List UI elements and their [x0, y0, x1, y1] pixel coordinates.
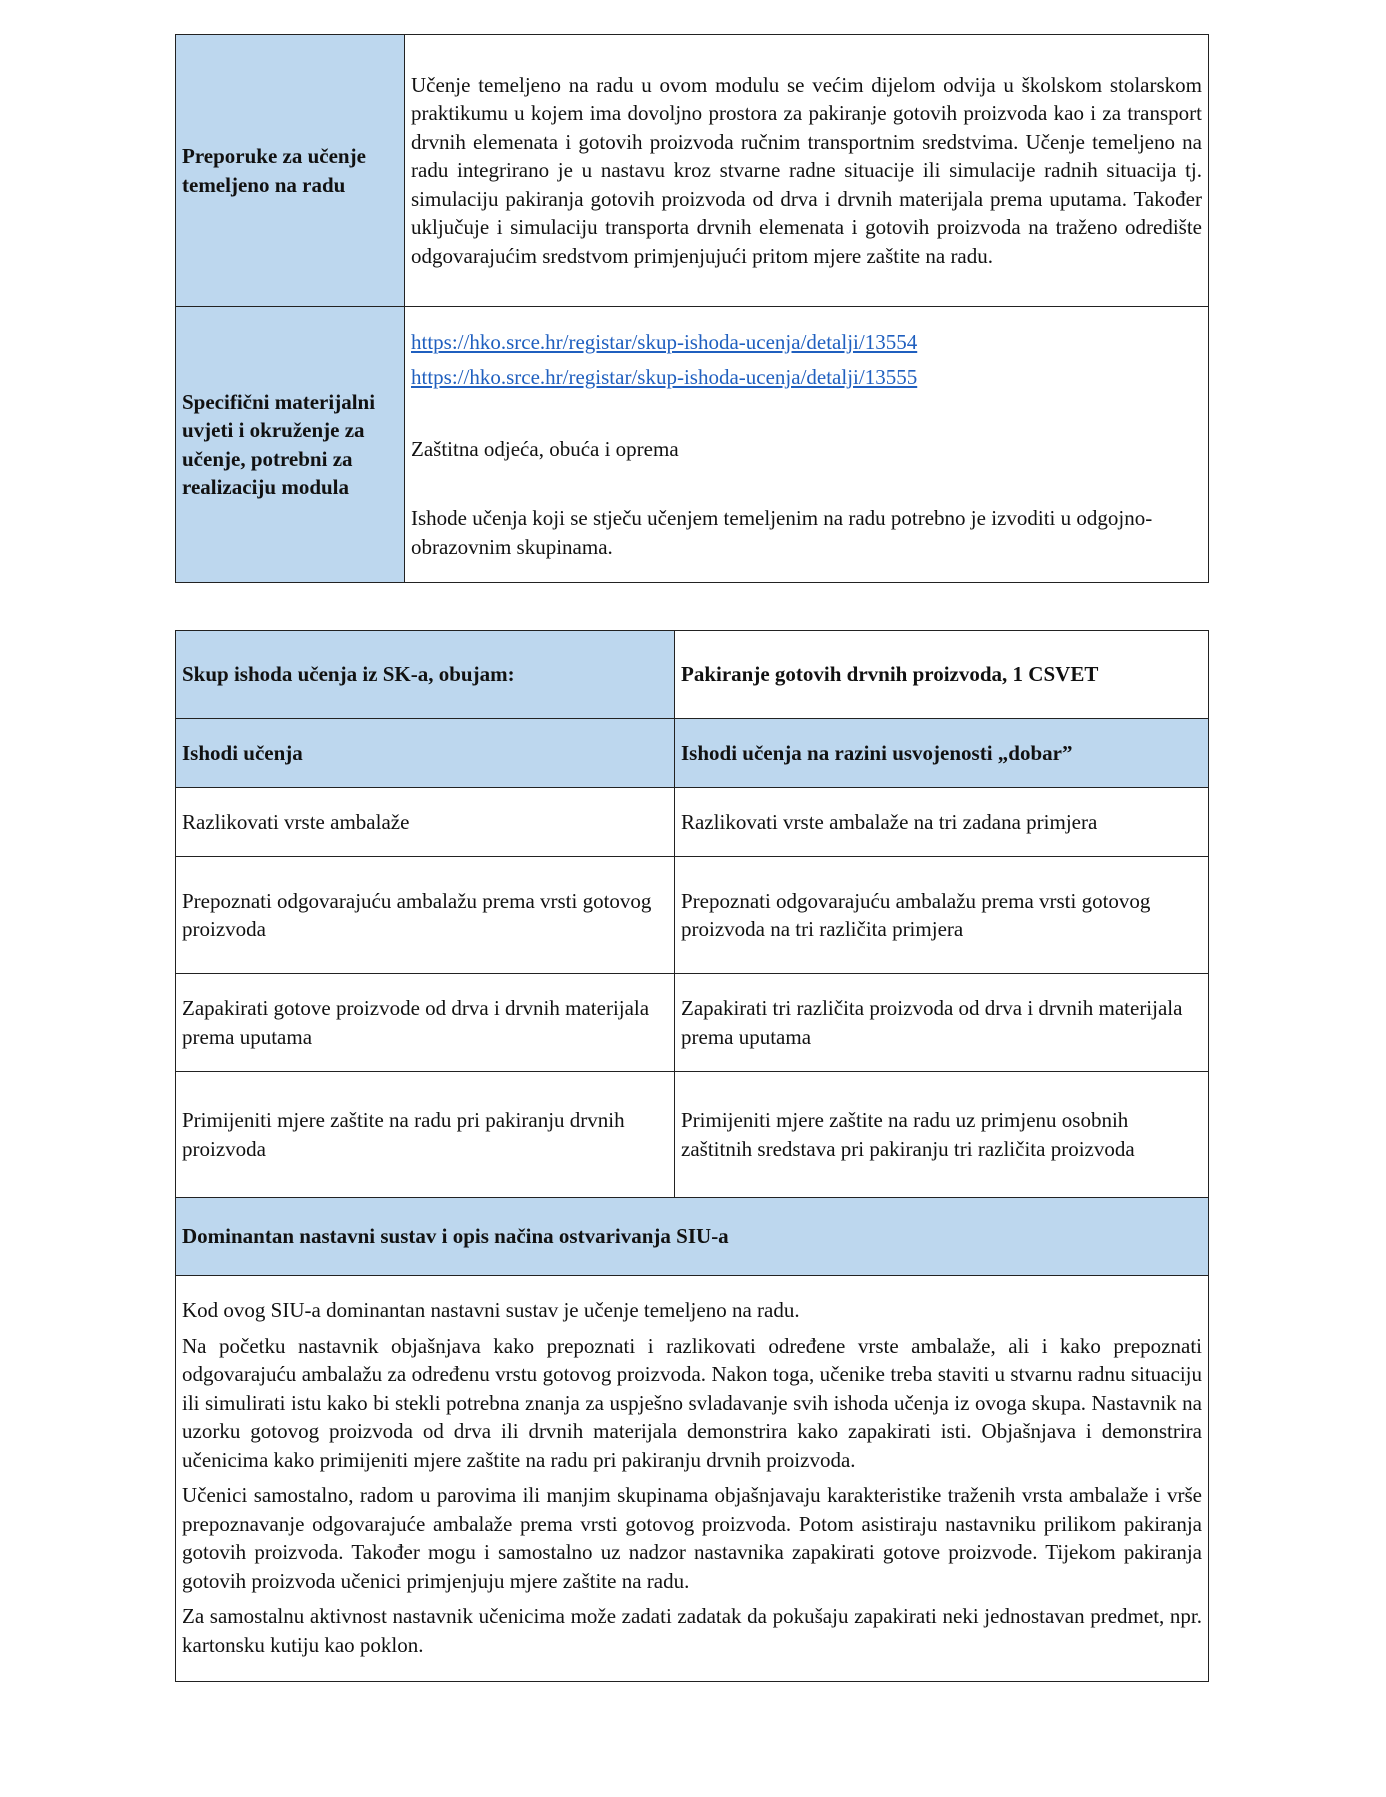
table-row: [176, 1276, 1209, 1682]
equipment-text: Zaštitna odjeća, obuća i oprema: [411, 436, 679, 461]
table-row: [176, 974, 1209, 1072]
outcome-good-cell: Primijeniti mjere zaštite na radu uz primjenu osobnih zaštitnih sredstava pri pakiranju tri različita proizvoda: [675, 1072, 1209, 1198]
description-paragraph: Na početku nastavnik objašnjava kako prepoznati i razlikovati određene vrste ambalaže, ali i kako prepoznati odgovarajuću ambalažu za određenu vrstu gotovog proizvoda. Nakon toga, učenike treba staviti u stvarnu radnu situaciju ili simulirati istu kako bi stekli potrebna znanja za uspješno svladavanje svih ishoda učenja iz ovoga skupa. Nastavnik na uzorku gotovog proizvoda od drva ili drvnih materijala demonstrira kako zapakirati isti. Objašnjava i demonstrira učenicima kako primijeniti mjere zaštite na radu pri pakiranju drvnih proizvoda.: [182, 1333, 1202, 1472]
table-row: [176, 857, 1209, 974]
link-13555[interactable]: https://hko.srce.hr/registar/skup-ishoda-ucenja/detalji/13555: [411, 365, 918, 390]
table-row: [176, 631, 1209, 719]
link-13554[interactable]: https://hko.srce.hr/registar/skup-ishoda-ucenja/detalji/13554: [411, 329, 918, 354]
recommendations-text: Učenje temeljeno na radu u ovom modulu se većim dijelom odvija u školskom stolarskom praktikumu u kojem ima dovoljno prostora za pakiranje gotovih proizvoda kao i za transport drvnih elemenata i gotovih proizvoda ručnim transportnim sredstvima. Učenje temeljeno na radu integrirano je u nastavu kroz stvarne radne situacije ili simulacije radnih situacija tj. simulaciju pakiranja gotovih proizvoda od drva i drvnih materijala prema uputama. Također uključuje i simulaciju transporta drvnih elemenata i gotovih proizvoda na traženo odredište odgovarajućim sredstvom primjenjujući pritom mjere zaštite na radu.: [405, 35, 1209, 307]
outcome-good-cell: Razlikovati vrste ambalaže na tri zadana primjera: [675, 788, 1209, 857]
table-row: [176, 307, 1209, 583]
material-conditions-cell: [405, 307, 1209, 583]
learning-outcomes-table: [175, 630, 1209, 1682]
description-paragraph: Kod ovog SIU-a dominantan nastavni sustav je učenje temeljeno na radu.: [182, 1298, 800, 1322]
module-info-table: [175, 34, 1209, 583]
outcome-cell: Razlikovati vrste ambalaže: [176, 788, 675, 857]
row-label: Preporuke za učenje temeljeno na radu: [176, 35, 405, 307]
outcome-cell: Zapakirati gotove proizvode od drva i drvnih materijala prema uputama: [176, 974, 675, 1072]
row-label: Specifični materijalni uvjeti i okruženje za učenje, potrebni za realizaciju modula: [176, 307, 405, 583]
set-value: Pakiranje gotovih drvnih proizvoda, 1 CSVET: [675, 631, 1209, 719]
col-header-outcomes: Ishodi učenja: [176, 719, 675, 788]
outcome-cell: Primijeniti mjere zaštite na radu pri pakiranju drvnih proizvoda: [176, 1072, 675, 1198]
outcome-good-cell: Zapakirati tri različita proizvoda od drva i drvnih materijala prema uputama: [675, 974, 1209, 1072]
description-cell: [176, 1276, 1209, 1682]
table-row: [176, 1198, 1209, 1276]
outcome-good-cell: Prepoznati odgovarajuću ambalažu prema vrsti gotovog proizvoda na tri različita primjera: [675, 857, 1209, 974]
table-row: [176, 788, 1209, 857]
table-row: [176, 35, 1209, 307]
table-row: [176, 1072, 1209, 1198]
col-header-good-level: Ishodi učenja na razini usvojenosti „dobar”: [675, 719, 1209, 788]
table-row: [176, 719, 1209, 788]
set-label: Skup ishoda učenja iz SK-a, obujam:: [176, 631, 675, 719]
description-paragraph: Učenici samostalno, radom u parovima ili manjim skupinama objašnjavaju karakteristike traženih vrsta ambalaže i vrše prepoznavanje odgovarajuće ambalaže prema vrsti gotovog proizvoda. Potom asistiraju nastavniku prilikom pakiranja gotovih proizvoda. Također mogu i samostalno uz nadzor nastavnika zapakirati gotove proizvode. Tijekom pakiranja gotovih proizvoda učenici primjenjuju mjere zaštite na radu.: [182, 1483, 1202, 1593]
note-text: Ishode učenja koji se stječu učenjem temeljenim na radu potrebno je izvoditi u odgojno-obrazovnim skupinama.: [411, 506, 1153, 559]
section-header: Dominantan nastavni sustav i opis načina ostvarivanja SIU-a: [176, 1198, 1209, 1276]
description-paragraph: Za samostalnu aktivnost nastavnik učenicima može zadati zadatak da pokušaju zapakirati neki jednostavan predmet, npr. kartonsku kutiju kao poklon.: [182, 1604, 1202, 1657]
outcome-cell: Prepoznati odgovarajuću ambalažu prema vrsti gotovog proizvoda: [176, 857, 675, 974]
